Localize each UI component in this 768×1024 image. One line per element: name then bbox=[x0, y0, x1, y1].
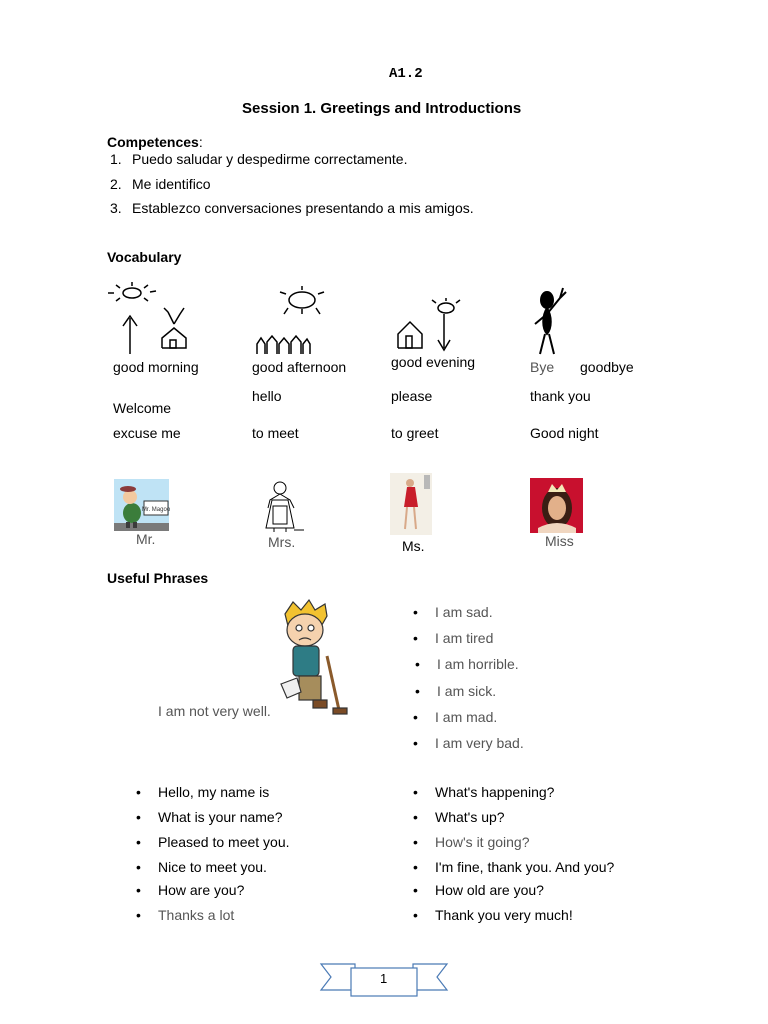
vocab-please: please bbox=[391, 388, 433, 404]
list-item: • Hello, my name is bbox=[158, 784, 269, 800]
competences-heading: Competences bbox=[107, 134, 199, 150]
list-item: • I'm fine, thank you. And you? bbox=[435, 859, 614, 875]
useful-phrases-heading: Useful Phrases bbox=[107, 570, 209, 586]
list-item: • Thanks a lot bbox=[158, 907, 234, 923]
ms-image bbox=[390, 473, 432, 535]
list-item: • I am sad. bbox=[435, 604, 493, 620]
list-item: • I am mad. bbox=[435, 709, 497, 725]
list-item: • What is your name? bbox=[158, 809, 283, 825]
list-number: 2. bbox=[110, 176, 122, 192]
vocab-bye: Bye bbox=[530, 359, 555, 375]
list-item: • I am very bad. bbox=[435, 735, 524, 751]
noon-sun-drawing bbox=[254, 284, 344, 359]
mr-magoo-image bbox=[114, 479, 169, 531]
level-code: A1.2 bbox=[389, 66, 423, 82]
vocab-to-greet: to greet bbox=[391, 425, 439, 441]
vocab-good-night: Good night bbox=[530, 425, 599, 441]
vocab-good-morning: good morning bbox=[113, 359, 199, 375]
vocab-welcome: Welcome bbox=[113, 400, 172, 416]
list-item: • I am tired bbox=[435, 630, 493, 646]
list-number: 3. bbox=[110, 200, 122, 216]
title-mrs: Mrs. bbox=[268, 534, 296, 550]
list-item: • I am sick. bbox=[437, 683, 496, 699]
sick-caption: I am not very well. bbox=[158, 703, 271, 719]
title-mr: Mr. bbox=[136, 531, 156, 547]
list-item: • What's happening? bbox=[435, 784, 554, 800]
magoo-sign-text: Mr. Magoo bbox=[141, 507, 171, 513]
page-title: Session 1. Greetings and Introductions bbox=[242, 100, 522, 117]
sick-boy-image bbox=[275, 600, 355, 718]
vocab-to-meet: to meet bbox=[252, 425, 299, 441]
list-item: • How old are you? bbox=[435, 882, 544, 898]
list-item: • Pleased to meet you. bbox=[158, 834, 290, 850]
vocab-excuse-me: excuse me bbox=[113, 425, 181, 441]
vocab-good-afternoon: good afternoon bbox=[252, 359, 347, 375]
list-number: 1. bbox=[110, 151, 122, 167]
title-ms: Ms. bbox=[402, 538, 425, 554]
competences-heading-line bbox=[107, 134, 203, 150]
miss-image bbox=[530, 478, 583, 533]
vocab-thank-you: thank you bbox=[530, 388, 591, 404]
list-item: • How are you? bbox=[158, 882, 244, 898]
page-number: 1 bbox=[380, 971, 388, 986]
vocab-good-evening: good evening bbox=[391, 354, 476, 370]
vocabulary-heading: Vocabulary bbox=[107, 249, 182, 265]
title-miss: Miss bbox=[545, 533, 574, 549]
waving-person-drawing bbox=[530, 284, 570, 359]
list-item: Me identifico bbox=[132, 176, 211, 192]
sunset-drawing bbox=[396, 298, 476, 353]
list-item: • Nice to meet you. bbox=[158, 859, 267, 875]
list-item: • How's it going? bbox=[435, 834, 530, 850]
list-item: Puedo saludar y despedirme correctamente. bbox=[132, 151, 408, 167]
list-item: • What's up? bbox=[435, 809, 505, 825]
vocab-hello: hello bbox=[252, 388, 282, 404]
sunrise-drawing bbox=[108, 282, 198, 357]
list-item: Establezco conversaciones presentando a mis amigos. bbox=[132, 200, 474, 216]
vocab-goodbye: goodbye bbox=[580, 359, 634, 375]
mrs-image bbox=[260, 478, 305, 534]
competences-colon: : bbox=[198, 134, 203, 150]
list-item: • Thank you very much! bbox=[435, 907, 573, 923]
list-item: • I am horrible. bbox=[437, 656, 519, 672]
